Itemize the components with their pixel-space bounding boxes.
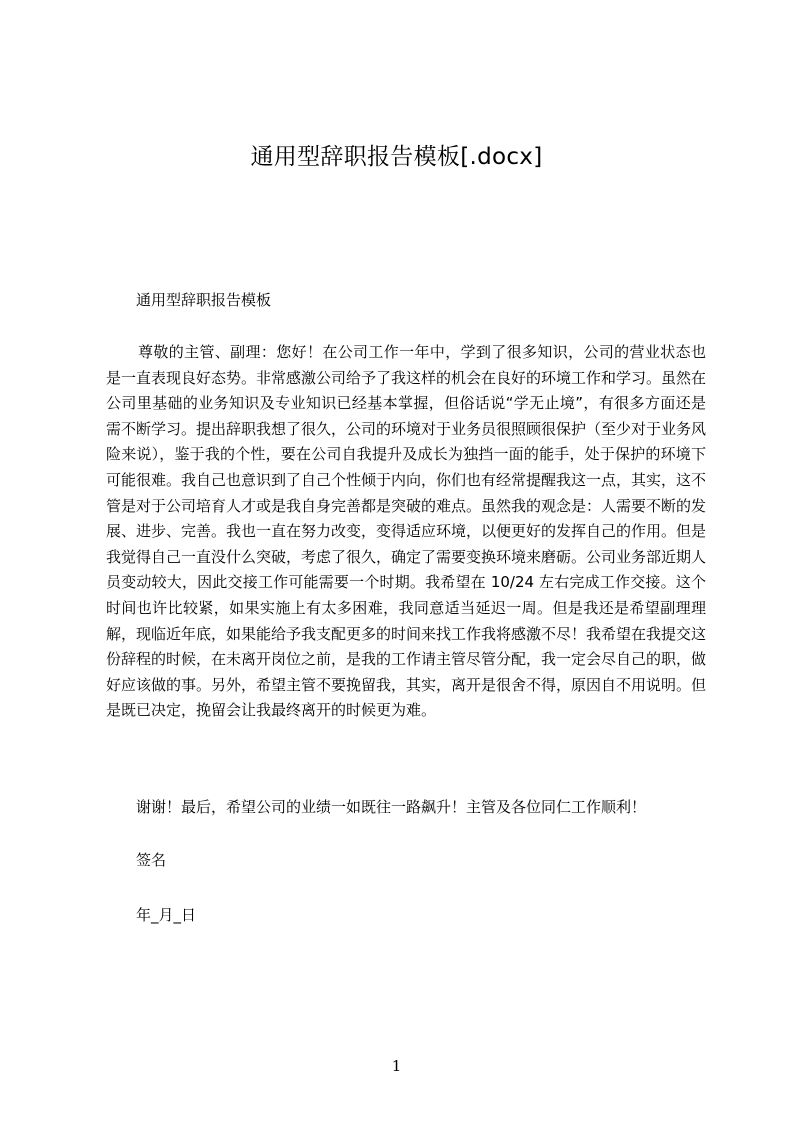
closing-thanks: 谢谢！最后，希望公司的业绩一如既往一路飙升！主管及各位同仁工作顺利！ xyxy=(136,798,647,816)
date-line: 年_月_日 xyxy=(136,906,197,924)
body-paragraph: 尊敬的主管、副理：您好！在公司工作一年中，学到了很多知识，公司的营业状态也是一直表现良好态势。非常感激公司给予了我这样的机会在良好的环境工作和学习。虽然在公司里基础的业务知识及专业知识已经基本掌握，但俗话说“学无止境”，有很多方面还是需不断学习。提出辞职我想了很久，公司的环境对于业务员很照顾很保护（至少对于业务风险来说），鉴于我的个性，要在公司自我提升及成长为独挡一面的能手，处于保护的环境下可能很难。我自己也意识到了自己个性倾于内向，你们也有经常提醒我这一点，其实，这不管是对于公司培育人才或是我自身完善都是突破的难点。虽然我的观念是：人需要不断的发展、进步、完善。我也一直在努力改变，变得适应环境，以便更好的发挥自己的作用。但是我觉得自己一直没什么突破，考虑了很久，确定了需要变换环境来磨砺。公司业务部近期人员变动较大，因此交接工作可能需要一个时期。我希望在 10/24 左右完成工作交接。这个时间也许比较紧，如果实施上有太多困难，我同意适当延迟一周。但是我还是希望副理理解，现临近年底，如果能给予我支配更多的时间来找工作我将感激不尽！我希望在我提交这份辞程的时候，在未离开岗位之前，是我的工作请主管尽管分配，我一定会尽自己的职，做好应该做的事。另外，希望主管不要挽留我，其实，离开是很舍不得，原因自不用说明。但是既已决定，挽留会让我最终离开的时候更为难。 xyxy=(106,343,707,720)
document-title: 通用型辞职报告模板[.docx] xyxy=(250,144,543,170)
page-number: 1 xyxy=(391,1057,402,1075)
document-subheading: 通用型辞职报告模板 xyxy=(136,291,272,309)
signature-line: 签名 xyxy=(136,851,167,869)
